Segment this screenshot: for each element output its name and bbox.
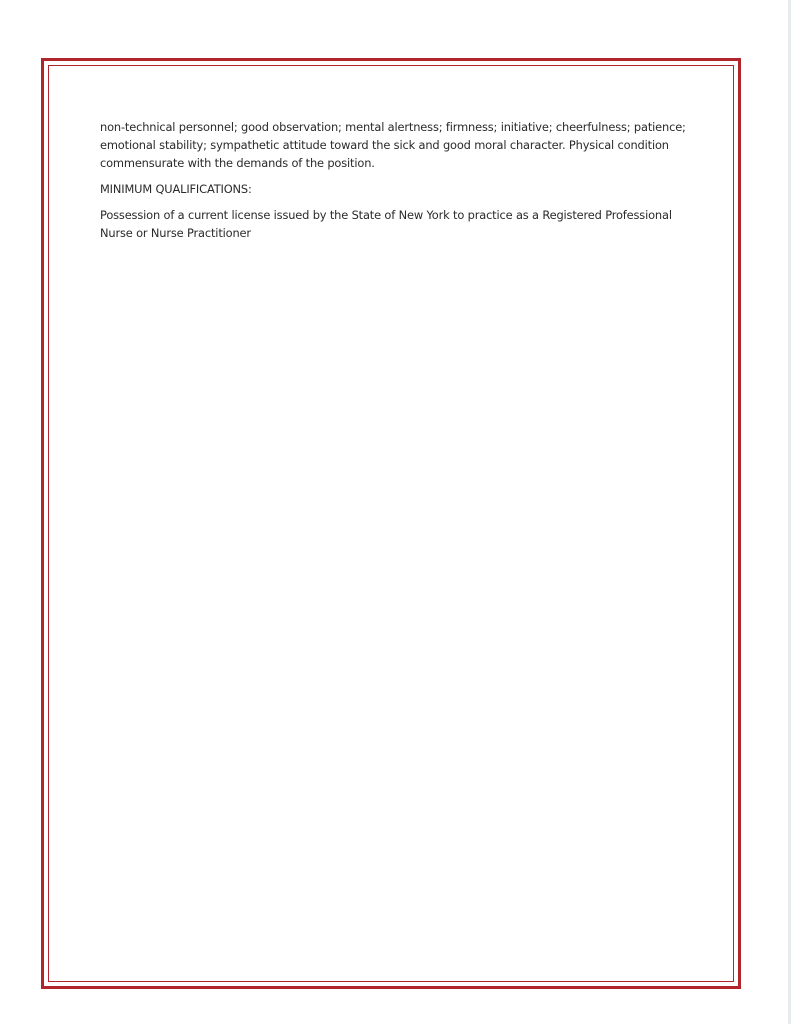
qualities-paragraph: non-technical personnel; good observation; mental alertness; firmness; initiative; cheerfulness; patience; emotional stability; sympathetic attitude toward the sick and good moral character. Physical condition commensurate with the demands of the position. xyxy=(100,120,686,170)
document-body xyxy=(100,118,690,250)
license-requirement-paragraph: Possession of a current license issued by the State of New York to practice as a Registered Professional Nurse or Nurse Practitioner xyxy=(100,208,672,240)
minimum-qualifications-heading: MINIMUM QUALIFICATIONS: xyxy=(100,182,252,196)
